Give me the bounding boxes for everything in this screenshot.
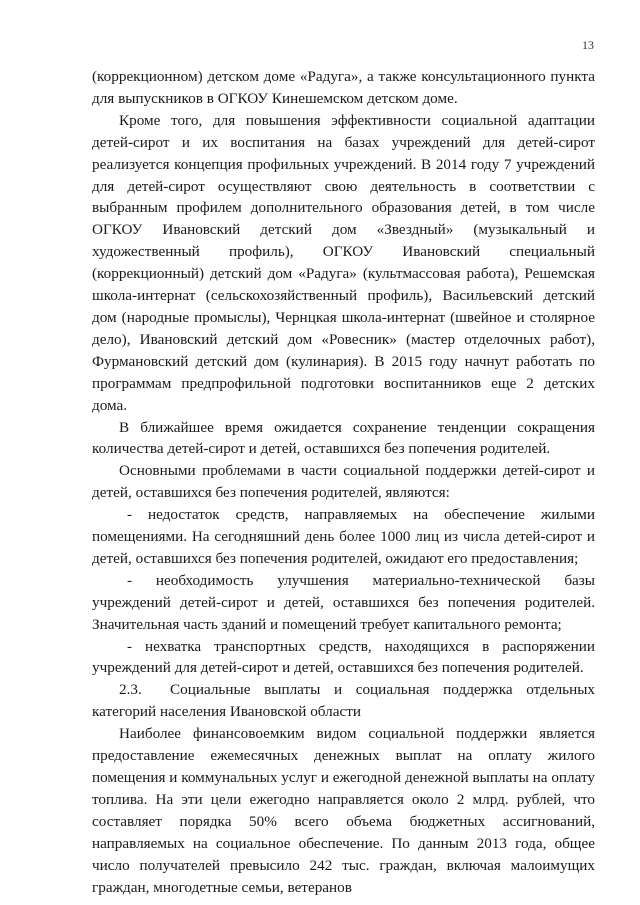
paragraph-social-payments: Наиболее финансовоемким видом социальной поддержки является предоставление ежемесячных денежных выплат на оплату жилого помещения и коммунальных услуг и ежегодной денежной выплаты на оплату топлива. На эти цели ежегодно направляется около 2 млрд. рублей, что составляет порядка 50% всего объема бюджетных ассигнований, направляемых на социальное обеспечение. По данным 2013 года, общее число получателей превысило 242 тыс. граждан, включая малоимущих граждан, многодетные семьи, ветеранов bbox=[92, 725, 595, 896]
list-item-housing: - недостаток средств, направляемых на обеспечение жилыми помещениями. На сегодняшний день более 1000 лиц из числа детей-сирот и детей, оставшихся без попечения родителей, ожидают его предоставления; bbox=[92, 506, 595, 567]
section-number: 2.3. bbox=[119, 681, 142, 699]
paragraph-profile-institutions: Кроме того, для повышения эффективности социальной адаптации детей-сирот и их воспитания на базах учреждений для детей-сирот реализуется концепция профильных учреждений. В 2014 году 7 учреждений для детей-сирот осуществляют свою деятельность в соответствии с выбранным профилем дополнительного образования детей, в том числе ОГКОУ Ивановский детский дом «Звездный» (музыкальный и художественный профиль), ОГКОУ Ивановский специальный (коррекционный) детский дом «Радуга» (культмассовая работа), Решемская школа-интернат (сельскохозяйственный профиль), Васильевский детский дом (народные промыслы), Чернцкая школа-интернат (швейное и столярное дело), Ивановский детский дом «Ровесник» (мастер отделочных работ), Фурмановский детский дом (кулинария). В 2015 году начнут работать по программам предпрофильной подготовки воспитанников еще 2 детских дома. bbox=[92, 111, 595, 414]
list-item-transport: - нехватка транспортных средств, находящихся в распоряжении учреждений для детей-сирот и детей, оставшихся без попечения родителей. bbox=[92, 637, 595, 677]
page-number: 13 bbox=[582, 38, 594, 52]
paragraph-continuation: (коррекционном) детском доме «Радуга», а также консультационного пункта для выпускников в ОГКОУ Кинешемском детском доме. bbox=[92, 68, 595, 107]
list-item-material-base: - необходимость улучшения материально-технической базы учреждений детей-сирот и детей, оставшихся без попечения родителей. Значительная часть зданий и помещений требует капитального ремонта; bbox=[92, 571, 595, 633]
section-title: Социальные выплаты и социальная поддержка отдельных категорий населения Ивановской области bbox=[92, 681, 595, 721]
paragraph-trend: В ближайшее время ожидается сохранение тенденции сокращения количества детей-сирот и детей, оставшихся без попечения родителей. bbox=[92, 418, 595, 458]
section-heading bbox=[92, 679, 595, 723]
paragraph-problems-intro: Основными проблемами в части социальной поддержки детей-сирот и детей, оставшихся без попечения родителей, являются: bbox=[92, 462, 595, 502]
document-body bbox=[92, 66, 595, 898]
